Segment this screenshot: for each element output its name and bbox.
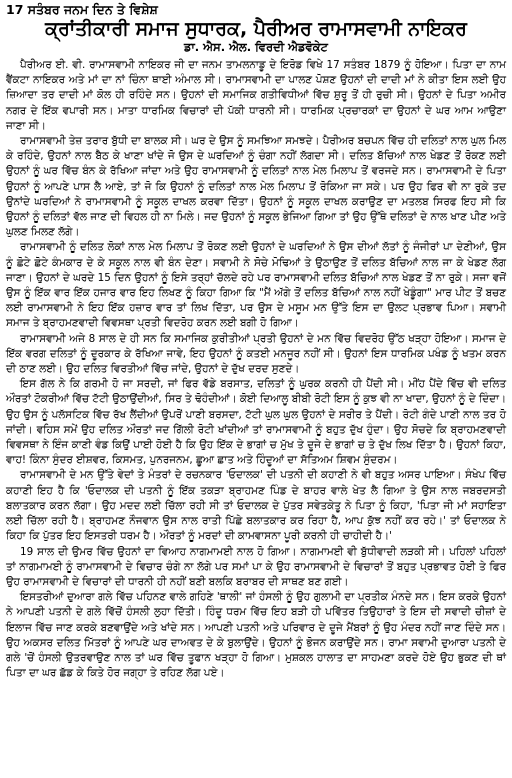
article-title: ਕ੍ਰਾਂਤੀਕਾਰੀ ਸਮਾਜ ਸੁਧਾਰਕ, ਪੈਰੀਅਰ ਰਾਮਾਸਵਾਮੀ ਨਾਇਕਰ [45,18,467,40]
paragraph: 19 ਸਾਲ ਦੀ ਉਮਰ ਵਿੱਚ ਉਹਨਾਂ ਦਾ ਵਿਆਹ ਨਾਗਮਾਮਈ ਨਾਲ ਹੋ ਗਿਆ। ਨਾਗਮਾਮਈ ਵੀ ਬੁੱਧੀਵਾਦੀ ਲੜਕੀ ਸੀ। ਪਹਿਲਾਂ ਪਹਿਲਾਂ ਤਾਂ ਨਾਗਮਾਮਈ ਨੂੰ ਰਾਮਾਸਵਾਮੀ ਦੇ ਵਿਚਾਰ ਚੰਗੇ ਨਾ ਲੱਗੇ ਪਰ ਸਮਾਂ ਪਾ ਕੇ ਉਹ ਰਾਮਾਸਵਾਮੀ ਦੇ ਵਿਚਾਰਾਂ ਤੋਂ ਬਹੁਤ ਪ੍ਰਭਾਵਤ ਹੋਈ ਤੇ ਫਿਰ ਉਹ ਰਾਮਾਸਵਾਮੀ ਦੇ ਵਿਚਾਰਾਂ ਦੀ ਧਾਰਨੀ ਹੀ ਨਹੀਂ ਬਣੀ ਬਲਕਿ ਬਰਾਬਰ ਦੀ ਸਾਥਣ ਬਣ ਗਈ। [6,545,506,588]
paragraph: ਪੈਰੀਅਰ ਈ. ਵੀ. ਰਾਮਾਸਵਾਮੀ ਨਾਇਕਰ ਜੀ ਦਾ ਜਨਮ ਤਾਮਲਨਾਡੂ ਦੇ ਇਰੋਡ ਵਿਖੇ 17 ਸਤੰਬਰ 1879 ਨੂੰ ਹੋਇਆ। ਪਿਤਾ ਦਾ ਨਾਮ ਵੈਂਕਟਾ ਨਾਇਕਰ ਅਤੇ ਮਾਂ ਦਾ ਨਾਂ ਚਿੰਨਾ ਥਾਈ ਅੰਮਾਲ ਸੀ। ਰਾਮਾਸਵਾਮੀ ਦਾ ਪਾਲਣ ਪੋਸ਼ਣ ਉਹਨਾਂ ਦੀ ਦਾਦੀ ਮਾਂ ਨੇ ਕੀਤਾ ਇਸ ਲਈ ਉਹ ਜ਼ਿਆਦਾ ਤਰ ਦਾਦੀ ਮਾਂ ਕੋਲ ਹੀ ਰਹਿੰਦੇ ਸਨ। ਉਹਨਾਂ ਦੀ ਸਮਾਜਿਕ ਗਤੀਵਿਧੀਆਂ ਵਿੱਚ ਸ਼ੁਰੂ ਤੋਂ ਹੀ ਰੁਚੀ ਸੀ। ਉਹਨਾਂ ਦੇ ਪਿਤਾ ਅਮੀਰ ਨਗਰ ਦੇ ਇੱਕ ਵਪਾਰੀ ਸਨ। ਮਾਤਾ ਧਾਰਮਿਕ ਵਿਚਾਰਾਂ ਦੀ ਪੱਕੀ ਧਾਰਨੀ ਸੀ। ਧਾਰਮਿਕ ਪ੍ਰਚਾਰਕਾਂ ਦਾ ਉਹਨਾਂ ਦੇ ਘਰ ਆਮ ਆਉਣਾ ਜਾਣਾ ਸੀ। [6,59,506,132]
article-body [6,58,506,681]
article-byline: ਡਾ. ਐਸ. ਐਲ. ਵਿਰਦੀ ਐਡਵੋਕੇਟ [184,40,328,54]
paragraph: ਇਸ ਗੱਲ ਨੇ ਕਿ ਗਰਮੀ ਹੋ ਜਾ ਸਰਦੀ, ਜਾਂ ਫਿਰ ਵੱਡੇ ਬਰਸਾਤ, ਦਲਿਤਾਂ ਨੂੰ ਘੁਰਕ ਕਰਨੀ ਹੀ ਪੈਂਦੀ ਸੀ। ਮੀਂਹ ਪੈਂਦੇ ਵਿੱਚ ਵੀ ਦਲਿਤ ਔਰਤਾਂ ਟੋਕਰੀਆਂ ਵਿੱਚ ਟੱਟੀ ਉਠਾਉਂਦੀਆਂ, ਸਿਰ ਤੇ ਢੋਹੰਦੀਆਂ। ਕੋਈ ਦਿਆਲੂ ਬੀਬੀ ਰੋਟੀ ਇਸ ਨੂੰ ਕੁਝ ਵੀ ਨਾ ਖਾਦਾ, ਉਹਨਾਂ ਨੂੰ ਦੇ ਦਿੰਦਾ। ਉਹ ਉਸ ਨੂੰ ਪਲੱਸਟਿਕ ਵਿੱਚ ਰੱਖ ਲੈਂਦੀਆਂ ਉਪਰੋਂ ਪਾਣੀ ਬਰਸਦਾ, ਟੱਟੀ ਘੁਲ ਘੁਲ ਉਹਨਾਂ ਦੇ ਸਰੀਰ ਤੇ ਪੈਂਦੀ। ਰੋਟੀ ਗੰਦੇ ਪਾਣੀ ਨਾਲ ਤਰ ਹੋ ਜਾਂਦੀ। ਵਹਿਸ ਸਮੇਂ ਉਹ ਦਲਿਤ ਔਰਤਾਂ ਜਦ ਗਿੱਲੀ ਰੋਟੀ ਖਾਂਦੀਆਂ ਤਾਂ ਰਾਮਾਸਵਾਮੀ ਨੂੰ ਬਹੁਤ ਦੁੱਖ ਹੁੰਦਾ। ਉਹ ਸੋਚਦੇ ਕਿ ਬ੍ਰਾਹਮਣਵਾਦੀ ਵਿਵਸਥਾ ਨੇ ਇੰਜ ਕਾਣੀ ਵੰਡ ਕਿਉਂ ਪਾਈ ਹੋਈ ਹੈ ਕਿ ਉਹ ਇੱਕ ਦੇ ਭਾਗਾਂ ਚ ਮੁੱਖ ਤੇ ਦੂਜੇ ਦੇ ਭਾਗਾਂ ਚ ਤੇ ਦੁੱਖ ਲਿਖ ਦਿੱਤਾ ਹੈ। ਉਹਨਾਂ ਕਿਹਾ, ਵਾਹ! ਕਿੰਨਾ ਸੁੰਦਰ ਈਸ਼ਵਰ, ਕਿਸਮਤ, ਪੁਨਰਜਨਮ, ਛੂਆ ਛਾਤ ਅਤੇ ਹਿੰਦੂਆਂ ਦਾ ਸੱਤਿਅਮ ਸ਼ਿਵਮ ਸੁੰਦਰਮ। [6,378,506,467]
paragraph: ਰਾਮਾਸਵਾਮੀ ਨੂੰ ਦਲਿਤ ਲੋਕਾਂ ਨਾਲ ਮੇਲ ਮਿਲਾਪ ਤੋਂ ਰੋਕਣ ਲਈ ਉਹਨਾਂ ਦੇ ਘਰਦਿਆਂ ਨੇ ਉਸ ਦੀਆਂ ਲੱਤਾਂ ਨੂੰ ਜੰਜੀਰਾਂ ਪਾ ਦੇਣੀਆਂ, ਉਸ ਨੂੰ ਛੋਟੇ ਛੋਟੇ ਕੰਮਕਾਰ ਦੇ ਕੇ ਸਕੂਲ ਨਾਲ ਵੀ ਬੰਨ ਦੇਣਾ। ਸਵਾਮੀ ਨੇ ਸੋਚੇ ਮੋਢਿਆਂ ਤੇ ਉਠਾਉਣ ਤੋਂ ਦਲਿਤ ਬੱਚਿਆਂ ਨਾਲ ਜਾ ਕੇ ਖੇਡਣ ਲੱਗ ਜਾਣਾ। ਉਹਨਾਂ ਦੇ ਘਰਦੇ 15 ਦਿਨ ਉਹਨਾਂ ਨੂੰ ਇਸੇ ਤਰ੍ਹਾਂ ਚੱਲਦੇ ਰਹੇ ਪਰ ਰਾਮਾਸਵਾਮੀ ਦਲਿਤ ਬੱਚਿਆਂ ਨਾਲ ਖੇਡਣ ਤੋਂ ਨਾ ਰੁਕੇ। ਸਜਾ ਵਜੋਂ ਉਸ ਨੂੰ ਇੱਕ ਵਾਰ ਇੱਕ ਹਜਾਰ ਵਾਰ ਇਹ ਲਿਖਣ ਨੂੰ ਕਿਹਾ ਗਿਆ ਕਿ "ਮੈਂ ਅੱਗੇ ਤੋਂ ਦਲਿਤ ਬੱਚਿਆਂ ਨਾਲ ਨਹੀਂ ਖੇਡੂੰਗਾ" ਮਾਰ ਪੀਟ ਤੋਂ ਬਚਣ ਲਈ ਰਾਮਾਸਵਾਮੀ ਨੇ ਇਹ ਇੱਕ ਹਜ਼ਾਰ ਵਾਰ ਤਾਂ ਲਿਖ ਦਿੱਤਾ, ਪਰ ਉਸ ਦੇ ਮਸੂਮ ਮਨ ਉੱਤੇ ਇਸ ਦਾ ਉਲਟ ਪ੍ਰਭਾਵ ਪਿਆ। ਸਵਾਮੀ ਸਮਾਜ ਤੇ ਬ੍ਰਾਹਮਣਵਾਦੀ ਵਿਵਸਥਾ ਪ੍ਰਤੀ ਵਿਦਰੋਹ ਕਰਨ ਲਈ ਬਗੀ ਹੋ ਗਿਆ। [6,241,506,330]
paragraph: ਰਾਮਾਸਵਾਮੀ ਅਜੇ 8 ਸਾਲ ਦੇ ਹੀ ਸਨ ਕਿ ਸਮਾਜਿਕ ਕੁਰੀਤੀਆਂ ਪ੍ਰਤੀ ਉਹਨਾਂ ਦੇ ਮਨ ਵਿੱਚ ਵਿਦਰੋਹ ਉੱਠ ਖੜ੍ਹਾ ਹੋਇਆ। ਸਮਾਜ ਦੇ ਇੱਕ ਵਰਗ ਦਲਿਤਾਂ ਨੂੰ ਦੂਰਕਾਰ ਕੇ ਰੱਖਿਆ ਜਾਵੇ, ਇਹ ਉਹਨਾਂ ਨੂੰ ਕਤਈ ਮਨਜੂਰ ਨਹੀਂ ਸੀ। ਉਹਨਾਂ ਇਸ ਧਾਰਮਿਕ ਪਖੰਡ ਨੂੰ ਖਤਮ ਕਰਨ ਦੀ ਠਾਣ ਲਈ। ਉਹ ਦਲਿਤ ਵਿਰਤੀਆਂ ਵਿੱਚ ਜਾਂਦੇ, ਉਹਨਾਂ ਦੇ ਦੁੱਖ ਦਰਦ ਸੁਣਦੇ। [6,332,506,376]
article-kicker: 17 ਸਤੰਬਰ ਜਨਮ ਦਿਨ ਤੇ ਵਿਸ਼ੇਸ਼ [6,2,158,17]
paragraph: ਰਾਮਾਸਵਾਮੀ ਦੇ ਮਨ ਉੱਤੇ ਵੇਦਾਂ ਤੇ ਮੰਤਰਾਂ ਦੇ ਰਚਨਕਾਰ 'ਓਦਾਲਕ' ਦੀ ਪਤਨੀ ਦੀ ਕਹਾਣੀ ਨੇ ਵੀ ਬਹੁਤ ਅਸਰ ਪਾਇਆ। ਸੰਖੇਪ ਵਿੱਚ ਕਹਾਣੀ ਇਹ ਹੈ ਕਿ 'ਓਦਾਲਕ ਦੀ ਪਤਨੀ ਨੂੰ ਇੱਕ ਤਕੜਾ ਬ੍ਰਾਹਮਣ ਪਿੰਡ ਦੇ ਬਾਹਰ ਵਾਲੇ ਖੇਤ ਲੈ ਗਿਆ ਤੇ ਉਸ ਨਾਲ ਜਬਰਦਸਤੀ ਬਲਾਤਕਾਰ ਕਰਨ ਲੱਗਾ। ਉਹ ਮਦਦ ਲਈ ਚਿੱਲਾ ਰਹੀ ਸੀ ਤਾਂ ਓਦਾਲਕ ਦੇ ਪੁੱਤਰ ਸਵੇਤਕੇਤੂ ਨੇ ਪਿਤਾ ਨੂੰ ਕਿਹਾ, 'ਪਿਤਾ ਜੀ ਮਾਂ ਸਹਾਇਤਾ ਲਈ ਚਿੱਲਾ ਰਹੀ ਹੈ। ਬ੍ਰਾਹਮਣ ਨੌਜਵਾਨ ਉਸ ਨਾਲ ਰਾਤੀ ਪਿੱਛੇ ਬਲਾਤਕਾਰ ਕਰ ਰਿਹਾ ਹੈ, ਆਪ ਕੁੱਝ ਨਹੀਂ ਕਰ ਰਹੇ।' ਤਾਂ ਓਦਾਲਕ ਨੇ ਕਿਹਾ ਕਿ ਪੁੱਤਰ ਇਹ ਇਸਤਰੀ ਧਰਮ ਹੈ। ਔਰਤਾਂ ਨੂੰ ਮਰਦਾਂ ਦੀ ਕਾਮਵਾਸਨਾ ਪੂਰੀ ਕਰਨੀ ਹੀ ਚਾਹੀਦੀ ਹੈ।' [6,469,506,543]
paragraph: ਰਾਮਾਸਵਾਮੀ ਤੇਜ਼ ਤਰਾਰ ਬੁੱਧੀ ਦਾ ਬਾਲਕ ਸੀ। ਘਰ ਦੇ ਉਸ ਨੂੰ ਸਮਝਿਆ ਸਮਝਦੇ। ਪੈਰੀਅਰ ਬਚਪਨ ਵਿੱਚ ਹੀ ਦਲਿਤਾਂ ਨਾਲ ਘੁਲ ਮਿਲ ਕੇ ਰਹਿੰਦੇ, ਉਹਨਾਂ ਨਾਲ ਬੈਠ ਕੇ ਖਾਣਾ ਖਾਂਦੇ ਜੋ ਉਸ ਦੇ ਘਰਦਿਆਂ ਨੂੰ ਚੰਗਾ ਨਹੀਂ ਲੱਗਦਾ ਸੀ। ਦਲਿਤ ਬੱਚਿਆਂ ਨਾਲ ਖੇਡਣ ਤੋਂ ਰੋਕਣ ਲਈ ਉਹਨਾਂ ਨੂੰ ਘਰ ਵਿੱਚ ਬੰਨ ਕੇ ਰੱਖਿਆ ਜਾਂਦਾ ਅਤੇ ਉਹ ਰਾਮਾਸਵਾਮੀ ਨੂੰ ਦਲਿਤਾਂ ਨਾਲ ਮੇਲ ਮਿਲਾਪ ਤੋਂ ਵਰਜਦੇ ਸਨ। ਰਾਮਾਸਵਾਮੀ ਦੇ ਪਿਤਾ ਉਹਨਾਂ ਨੂੰ ਆਪਣੇ ਪਾਸ ਲੈ ਆਏ, ਤਾਂ ਜੋ ਕਿ ਉਹਨਾਂ ਨੂੰ ਦਲਿਤਾਂ ਨਾਲ ਮੇਲ ਮਿਲਾਪ ਤੋਂ ਰੋਕਿਆ ਜਾ ਸਕੇ। ਪਰ ਉਹ ਫਿਰ ਵੀ ਨਾ ਰੁਕੇ ਤਦ ਉਨਾਂਦੇ ਘਰਦਿਆਂ ਨੇ ਰਾਮਾਸਵਾਮੀ ਨੂੰ ਸਕੂਲ ਦਾਖਲ ਕਰਵਾ ਦਿੱਤਾ। ਉਹਨਾਂ ਨੂੰ ਸਕੂਲ ਦਾਖਲ ਕਰਾਉਣ ਦਾ ਮਤਲਬ ਸਿਰਫ ਇਹ ਸੀ ਕਿ ਉਹਨਾਂ ਨੂੰ ਦਲਿਤਾਂ ਵੱਲ ਜਾਣ ਦੀ ਵਿਹਲ ਹੀ ਨਾ ਮਿਲੇ। ਜਦ ਉਹਨਾਂ ਨੂੰ ਸਕੂਲ ਭੇਜਿਆ ਗਿਆ ਤਾਂ ਉਹ ਉੱਥੇ ਦਲਿਤਾਂ ਦੇ ਨਾਲ ਖਾਣ ਪੀਣ ਅਤੇ ਘੁਲਣ ਮਿਲਣ ਲੱਗੇ। [6,135,506,239]
paragraph: ਇਸਤਰੀਆਂ ਦੁਆਰਾ ਗਲੇ ਵਿੱਚ ਪਹਿਨਣ ਵਾਲੇ ਗਹਿਣੇ 'ਥਾਲੀ' ਜਾਂ ਹੰਸਲੀ ਨੂੰ ਉਹ ਗੁਲਾਮੀ ਦਾ ਪ੍ਰਤੀਕ ਮੰਨਦੇ ਸਨ। ਇਸ ਕਰਕੇ ਉਹਨਾਂ ਨੇ ਆਪਣੀ ਪਤਨੀ ਦੇ ਗਲੇ ਵਿੱਚੋਂ ਹੰਸਲੀ ਲੁਹਾ ਦਿੱਤੀ। ਹਿੰਦੂ ਧਰਮ ਵਿੱਚ ਇਹ ਬੜੀ ਹੀ ਪਵਿੱਤਰ ਤਿਉਹਾਰਾਂ ਤੇ ਇਸ ਦੀ ਸਵਾਦੀ ਚੀਜ਼ਾਂ ਦੇ ਇਲਾਜ ਵਿੱਚ ਜਾਣ ਕਰਕੇ ਬਣਵਾਉਂਦੇ ਅਤੇ ਖਾਂਦੇ ਸਨ। ਆਪਣੀ ਪਤਨੀ ਅਤੇ ਪਰਿਵਾਰ ਦੇ ਦੂਜੇ ਮੈਂਬਰਾਂ ਨੂੰ ਉਹ ਮੰਦਰ ਨਹੀਂ ਜਾਣ ਦਿੰਦੇ ਸਨ। ਉਹ ਅਕਸਰ ਦਲਿਤ ਮਿੱਤਰਾਂ ਨੂੰ ਆਪਣੇ ਘਰ ਦਾਅਵਤ ਦੇ ਕੇ ਬੁਲਾਉਂਦੇ। ਉਹਨਾਂ ਨੂੰ ਭੋਜਨ ਕਰਾਉਂਦੇ ਸਨ। ਰਾਮਾ ਸਵਾਮੀ ਦੁਆਰਾ ਪਤਨੀ ਦੇ ਗਲੇ 'ਚੋਂ ਹੰਸਲੀ ਉਤਰਵਾਉਣ ਨਾਲ ਤਾਂ ਘਰ ਵਿੱਚ ਤੂਫਾਨ ਖੜ੍ਹਾ ਹੋ ਗਿਆ। ਮੁਸ਼ਕਲ ਹਾਲਾਤ ਦਾ ਸਾਹਮਣਾ ਕਰਦੇ ਹੋਏ ਉਹ ਭੁਕਣ ਦੀ ਥਾਂ ਪਿਤਾ ਦਾ ਘਰ ਛੱਡ ਕੇ ਕਿਤੇ ਹੋਰ ਜਗ੍ਹਾ ਤੇ ਰਹਿਣ ਲੱਗ ਪਏ। [6,591,506,680]
